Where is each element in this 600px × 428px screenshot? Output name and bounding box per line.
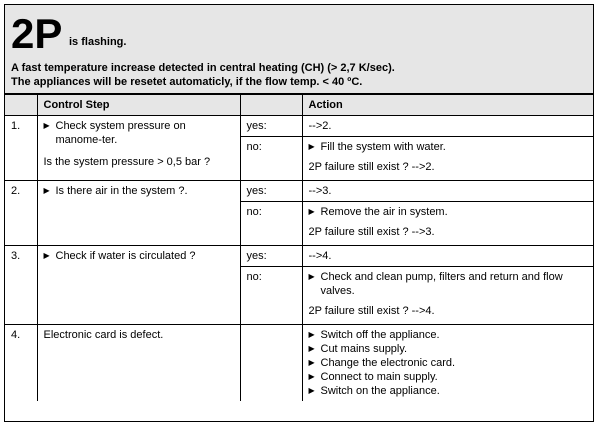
table-row [5, 116, 593, 137]
step-number: 3. [5, 246, 37, 325]
error-header [5, 5, 593, 94]
yes-action: -->4. [302, 246, 593, 267]
flashing-label: is flashing. [69, 36, 127, 48]
yes-label: yes: [240, 246, 302, 267]
bullet-triangle-icon: ▶ [308, 372, 315, 381]
no-action: Fill the system with water. [320, 141, 446, 153]
no-followup: 2P failure still exist ? -->4. [308, 305, 435, 317]
description-line-1: A fast temperature increase detected in central heating (CH) (> 2,7 K/sec). [11, 62, 395, 74]
action-item: Cut mains supply. [320, 343, 408, 355]
description-line-2: The appliances will be resetet automaticly, if the flow temp. < 40 ºC. [11, 76, 363, 88]
bullet-triangle-icon: ▶ [43, 121, 50, 130]
action-item: Connect to main supply. [320, 371, 438, 383]
bullet-triangle-icon: ▶ [308, 142, 315, 151]
bullet-triangle-icon: ▶ [43, 251, 50, 260]
yes-action: -->3. [302, 181, 593, 202]
action-item: Switch off the appliance. [320, 329, 440, 341]
no-followup: 2P failure still exist ? -->3. [308, 226, 435, 238]
no-action-cell [302, 202, 593, 246]
action-item: Switch on the appliance. [320, 385, 440, 397]
column-header-action: Action [302, 95, 593, 116]
yes-action: -->2. [302, 116, 593, 137]
column-header-control-step: Control Step [37, 95, 240, 116]
step-question: Is the system pressure > 0,5 bar ? [43, 156, 211, 168]
no-label: no: [240, 267, 302, 325]
table-row [5, 325, 593, 402]
no-label: no: [240, 137, 302, 181]
bullet-triangle-icon: ▶ [308, 386, 315, 395]
step-text: Check system pressure on manome-ter. [55, 120, 186, 146]
step-cell [37, 325, 240, 402]
table-row [5, 181, 593, 202]
bullet-triangle-icon: ▶ [308, 272, 315, 281]
error-code: 2P [11, 10, 63, 57]
step-number: 2. [5, 181, 37, 246]
action-list [302, 325, 593, 402]
bullet-triangle-icon: ▶ [43, 186, 50, 195]
troubleshooting-sheet [4, 4, 594, 422]
error-description [11, 61, 395, 89]
step-cell [37, 116, 240, 181]
step-number: 4. [5, 325, 37, 402]
no-action: Remove the air in system. [320, 206, 448, 218]
yes-label: yes: [240, 181, 302, 202]
control-table [5, 94, 593, 401]
no-label: no: [240, 202, 302, 246]
yes-label: yes: [240, 116, 302, 137]
step-number: 1. [5, 116, 37, 181]
no-followup: 2P failure still exist ? -->2. [308, 161, 435, 173]
step-cell [37, 246, 240, 325]
bullet-triangle-icon: ▶ [308, 207, 315, 216]
bullet-triangle-icon: ▶ [308, 344, 315, 353]
step-text: Electronic card is defect. [43, 329, 164, 341]
bullet-triangle-icon: ▶ [308, 358, 315, 367]
step-text: Check if water is circulated ? [55, 250, 196, 262]
step-cell [37, 181, 240, 246]
step-text: Is there air in the system ?. [55, 185, 188, 197]
table-row [5, 246, 593, 267]
table-header-row [5, 95, 593, 116]
bullet-triangle-icon: ▶ [308, 330, 315, 339]
no-action-cell [302, 137, 593, 181]
action-item: Change the electronic card. [320, 357, 456, 369]
no-action: Check and clean pump, filters and return and flow valves. [320, 271, 563, 297]
no-action-cell [302, 267, 593, 325]
